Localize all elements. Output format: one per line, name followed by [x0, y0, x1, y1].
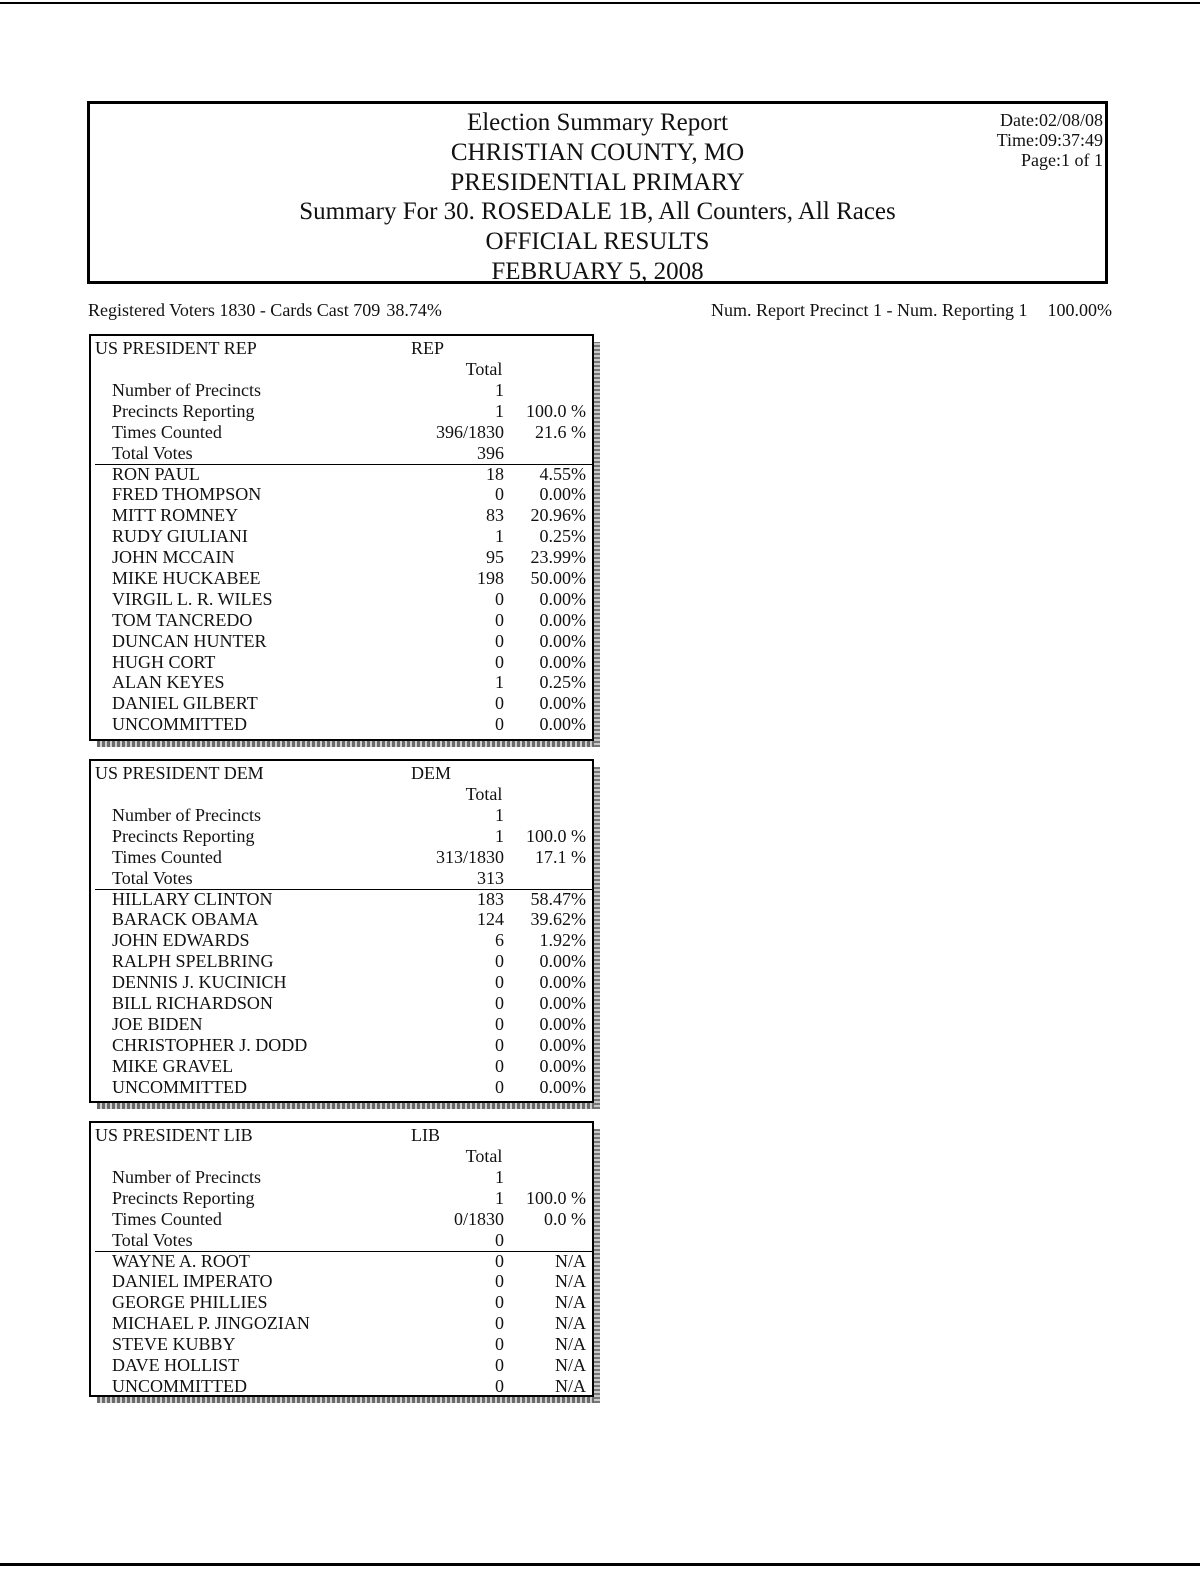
- candidate-votes: 0: [495, 1313, 504, 1334]
- stat-row: [91, 1167, 592, 1188]
- candidate-row: [91, 631, 592, 652]
- candidate-percent: N/A: [555, 1271, 586, 1292]
- candidate-percent: 4.55%: [539, 463, 586, 484]
- stat-value: 0: [495, 1229, 504, 1250]
- summary-scope: Summary For 30. ROSEDALE 1B, All Counters, All Races: [299, 198, 896, 226]
- candidate-row: [91, 1056, 592, 1077]
- candidate-row: [91, 972, 592, 993]
- stat-label: Total Votes: [112, 867, 193, 888]
- candidate-percent: 0.00%: [539, 484, 586, 505]
- candidate-row: [91, 1251, 592, 1272]
- candidate-row: [91, 993, 592, 1014]
- candidate-name: JOHN MCCAIN: [112, 547, 235, 568]
- candidate-name: MIKE GRAVEL: [112, 1055, 234, 1076]
- stat-value: 1: [495, 1167, 504, 1187]
- total-column-header: Total: [465, 1146, 503, 1166]
- page-number: Page:1 of 1: [1021, 150, 1103, 170]
- report-time: Time:09:37:49: [996, 130, 1103, 150]
- candidate-percent: 39.62%: [530, 909, 586, 930]
- candidate-percent: 0.00%: [539, 951, 586, 972]
- candidate-row: [91, 1292, 592, 1313]
- candidate-row: [91, 1014, 592, 1035]
- election-date: FEBRUARY 5, 2008: [491, 257, 704, 285]
- candidate-row: [91, 714, 592, 735]
- stat-label: Precincts Reporting: [112, 400, 255, 421]
- candidate-votes: 0: [495, 714, 504, 735]
- candidate-row: [91, 610, 592, 631]
- stat-row: [91, 443, 592, 464]
- candidate-votes: 0: [495, 1271, 504, 1292]
- candidate-row: [91, 547, 592, 568]
- candidate-percent: 0.00%: [539, 993, 586, 1014]
- county-name: CHRISTIAN COUNTY, MO: [450, 138, 745, 166]
- stat-value: 396: [477, 442, 504, 463]
- candidate-name: VIRGIL L. R. WILES: [112, 588, 273, 609]
- candidate-percent: 0.00%: [539, 1076, 586, 1097]
- candidate-row: [91, 1077, 592, 1098]
- total-column-header: Total: [465, 784, 503, 804]
- candidate-row: [91, 484, 592, 505]
- candidate-percent: 0.00%: [539, 714, 586, 735]
- stat-value: 0/1830: [453, 1208, 504, 1229]
- candidate-name: DANIEL GILBERT: [112, 693, 258, 714]
- race-title: US PRESIDENT REP: [95, 338, 257, 358]
- candidate-name: MITT ROMNEY: [112, 505, 239, 526]
- stat-label: Precincts Reporting: [112, 825, 255, 846]
- candidate-name: CHRISTOPHER J. DODD: [112, 1034, 308, 1055]
- candidate-percent: 0.00%: [539, 693, 586, 714]
- stat-value: 1: [495, 400, 504, 421]
- candidate-votes: 0: [495, 1013, 504, 1034]
- stat-row: [91, 380, 592, 401]
- candidate-percent: 0.00%: [539, 1055, 586, 1076]
- candidate-percent: 0.00%: [539, 972, 586, 993]
- candidate-row: [91, 526, 592, 547]
- stat-percent: 17.1 %: [535, 846, 586, 867]
- report-date: Date:02/08/08: [1000, 110, 1103, 130]
- candidate-votes: 0: [495, 484, 504, 505]
- candidate-name: MIKE HUCKABEE: [112, 568, 261, 589]
- candidate-votes: 0: [495, 630, 504, 651]
- results-status: OFFICIAL RESULTS: [485, 228, 710, 256]
- top-edge-line: [0, 2, 1200, 4]
- stat-label: Total Votes: [112, 442, 193, 463]
- stat-percent: 100.0 %: [526, 825, 586, 846]
- stat-label: Times Counted: [112, 421, 222, 442]
- total-column-header: Total: [465, 359, 503, 379]
- candidate-votes: 0: [495, 951, 504, 972]
- candidate-name: JOE BIDEN: [112, 1013, 203, 1034]
- candidate-percent: 1.92%: [539, 930, 586, 951]
- candidate-name: UNCOMMITTED: [112, 1076, 247, 1097]
- candidate-row: [91, 1376, 592, 1397]
- candidate-name: UNCOMMITTED: [112, 1375, 247, 1396]
- candidate-row: [91, 1035, 592, 1056]
- stat-label: Total Votes: [112, 1229, 193, 1250]
- candidate-percent: N/A: [555, 1250, 586, 1271]
- stat-row: [91, 1188, 592, 1209]
- candidate-percent: 0.25%: [539, 526, 586, 547]
- candidate-row: [91, 889, 592, 910]
- candidate-name: WAYNE A. ROOT: [112, 1250, 250, 1271]
- candidate-percent: 0.00%: [539, 630, 586, 651]
- candidate-votes: 0: [495, 972, 504, 993]
- candidate-percent: 58.47%: [530, 888, 586, 909]
- candidate-row: [91, 505, 592, 526]
- candidate-votes: 0: [495, 1355, 504, 1376]
- candidate-votes: 18: [486, 463, 504, 484]
- candidate-name: ALAN KEYES: [112, 672, 225, 693]
- candidate-votes: 0: [495, 993, 504, 1014]
- candidate-name: RUDY GIULIANI: [112, 526, 248, 547]
- race-party: REP: [411, 338, 445, 358]
- candidate-votes: 0: [495, 588, 504, 609]
- candidate-row: [91, 652, 592, 673]
- candidate-percent: N/A: [555, 1313, 586, 1334]
- header-meta: [997, 110, 1103, 170]
- race-rows: [91, 805, 592, 1097]
- bottom-edge-line: [0, 1563, 1200, 1566]
- candidate-votes: 0: [495, 1292, 504, 1313]
- candidate-name: HUGH CORT: [112, 651, 216, 672]
- candidate-votes: 0: [495, 1076, 504, 1097]
- candidate-row: [91, 589, 592, 610]
- race-box-dem: [89, 759, 594, 1103]
- race-rows: [91, 1167, 592, 1397]
- candidate-percent: 50.00%: [530, 568, 586, 589]
- candidate-votes: 83: [486, 505, 504, 526]
- candidate-row: [91, 909, 592, 930]
- stat-percent: 0.0 %: [544, 1208, 586, 1229]
- candidate-votes: 0: [495, 1375, 504, 1396]
- candidate-name: FRED THOMPSON: [112, 484, 262, 505]
- candidate-votes: 1: [495, 672, 504, 693]
- candidate-votes: 0: [495, 1334, 504, 1355]
- header-titles: [90, 108, 1105, 287]
- candidate-name: MICHAEL P. JINGOZIAN: [112, 1313, 310, 1334]
- report-header: [87, 101, 1108, 284]
- candidate-votes: 0: [495, 1250, 504, 1271]
- candidate-percent: 0.00%: [539, 1034, 586, 1055]
- candidate-name: HILLARY CLINTON: [112, 888, 273, 909]
- candidate-votes: 198: [477, 568, 504, 589]
- candidate-name: TOM TANCREDO: [112, 609, 253, 630]
- reporting-text: Num. Report Precinct 1 - Num. Reporting 1: [711, 300, 1028, 320]
- candidate-name: STEVE KUBBY: [112, 1334, 236, 1355]
- stat-label: Number of Precincts: [112, 805, 261, 825]
- election-name: PRESIDENTIAL PRIMARY: [450, 168, 745, 196]
- candidate-percent: 20.96%: [530, 505, 586, 526]
- candidate-votes: 95: [486, 547, 504, 568]
- race-party: DEM: [411, 763, 451, 783]
- stat-row: [91, 422, 592, 443]
- candidate-row: [91, 1313, 592, 1334]
- candidate-name: JOHN EDWARDS: [112, 930, 250, 951]
- stat-percent: 21.6 %: [535, 421, 586, 442]
- stat-row: [91, 868, 592, 889]
- candidate-votes: 1: [495, 526, 504, 547]
- reporting-percent: 100.00%: [1047, 300, 1112, 320]
- stat-row: [91, 401, 592, 422]
- candidate-percent: N/A: [555, 1292, 586, 1313]
- candidate-name: DENNIS J. KUCINICH: [112, 972, 287, 993]
- race-title: US PRESIDENT LIB: [95, 1125, 253, 1145]
- candidate-row: [91, 464, 592, 485]
- candidate-percent: 23.99%: [530, 547, 586, 568]
- candidate-row: [91, 693, 592, 714]
- voter-turnout: [88, 300, 442, 321]
- stat-value: 313/1830: [435, 846, 504, 867]
- candidate-percent: 0.00%: [539, 1013, 586, 1034]
- candidate-name: DUNCAN HUNTER: [112, 630, 267, 651]
- candidate-percent: 0.00%: [539, 588, 586, 609]
- stat-value: 1: [495, 825, 504, 846]
- candidate-percent: 0.00%: [539, 651, 586, 672]
- candidate-name: BARACK OBAMA: [112, 909, 259, 930]
- report-title: Election Summary Report: [466, 109, 729, 136]
- candidate-percent: N/A: [555, 1355, 586, 1376]
- stat-row: [91, 847, 592, 868]
- stat-value: 1: [495, 1187, 504, 1208]
- race-rows: [91, 380, 592, 735]
- stat-value: 1: [495, 380, 504, 400]
- stat-row: [91, 805, 592, 826]
- candidate-name: DAVE HOLLIST: [112, 1355, 240, 1376]
- turnout-percent: 38.74%: [386, 300, 442, 320]
- candidate-name: RALPH SPELBRING: [112, 951, 274, 972]
- candidate-votes: 0: [495, 1034, 504, 1055]
- candidate-row: [91, 568, 592, 589]
- race-party: LIB: [411, 1125, 440, 1145]
- candidate-row: [91, 1334, 592, 1355]
- stat-label: Times Counted: [112, 846, 222, 867]
- candidate-row: [91, 1271, 592, 1292]
- stat-row: [91, 1230, 592, 1251]
- candidate-percent: N/A: [555, 1375, 586, 1396]
- candidate-name: GEORGE PHILLIES: [112, 1292, 268, 1313]
- candidate-name: BILL RICHARDSON: [112, 993, 273, 1014]
- race-title: US PRESIDENT DEM: [95, 763, 264, 783]
- candidate-row: [91, 672, 592, 693]
- candidate-row: [91, 1355, 592, 1376]
- candidate-votes: 0: [495, 1055, 504, 1076]
- candidate-percent: N/A: [555, 1334, 586, 1355]
- candidate-votes: 0: [495, 693, 504, 714]
- race-box-rep: [89, 334, 594, 741]
- stat-label: Number of Precincts: [112, 1167, 261, 1187]
- stat-percent: 100.0 %: [526, 400, 586, 421]
- stat-row: [91, 1209, 592, 1230]
- stat-value: 396/1830: [435, 421, 504, 442]
- stat-label: Precincts Reporting: [112, 1187, 255, 1208]
- stat-percent: 100.0 %: [526, 1187, 586, 1208]
- candidate-name: RON PAUL: [112, 463, 200, 484]
- registered-cast-text: Registered Voters 1830 - Cards Cast 709: [88, 300, 381, 320]
- candidate-name: DANIEL IMPERATO: [112, 1271, 273, 1292]
- stat-value: 1: [495, 805, 504, 825]
- stat-label: Times Counted: [112, 1208, 222, 1229]
- stat-label: Number of Precincts: [112, 380, 261, 400]
- candidate-votes: 124: [477, 909, 504, 930]
- candidate-votes: 183: [477, 888, 504, 909]
- candidate-percent: 0.00%: [539, 609, 586, 630]
- candidate-percent: 0.25%: [539, 672, 586, 693]
- candidate-votes: 0: [495, 609, 504, 630]
- candidate-row: [91, 951, 592, 972]
- precinct-reporting: [711, 300, 1112, 321]
- stat-row: [91, 826, 592, 847]
- stat-value: 313: [477, 867, 504, 888]
- candidate-row: [91, 930, 592, 951]
- candidate-votes: 0: [495, 651, 504, 672]
- race-box-lib: [89, 1121, 594, 1397]
- candidate-name: UNCOMMITTED: [112, 714, 247, 735]
- candidate-votes: 6: [495, 930, 504, 951]
